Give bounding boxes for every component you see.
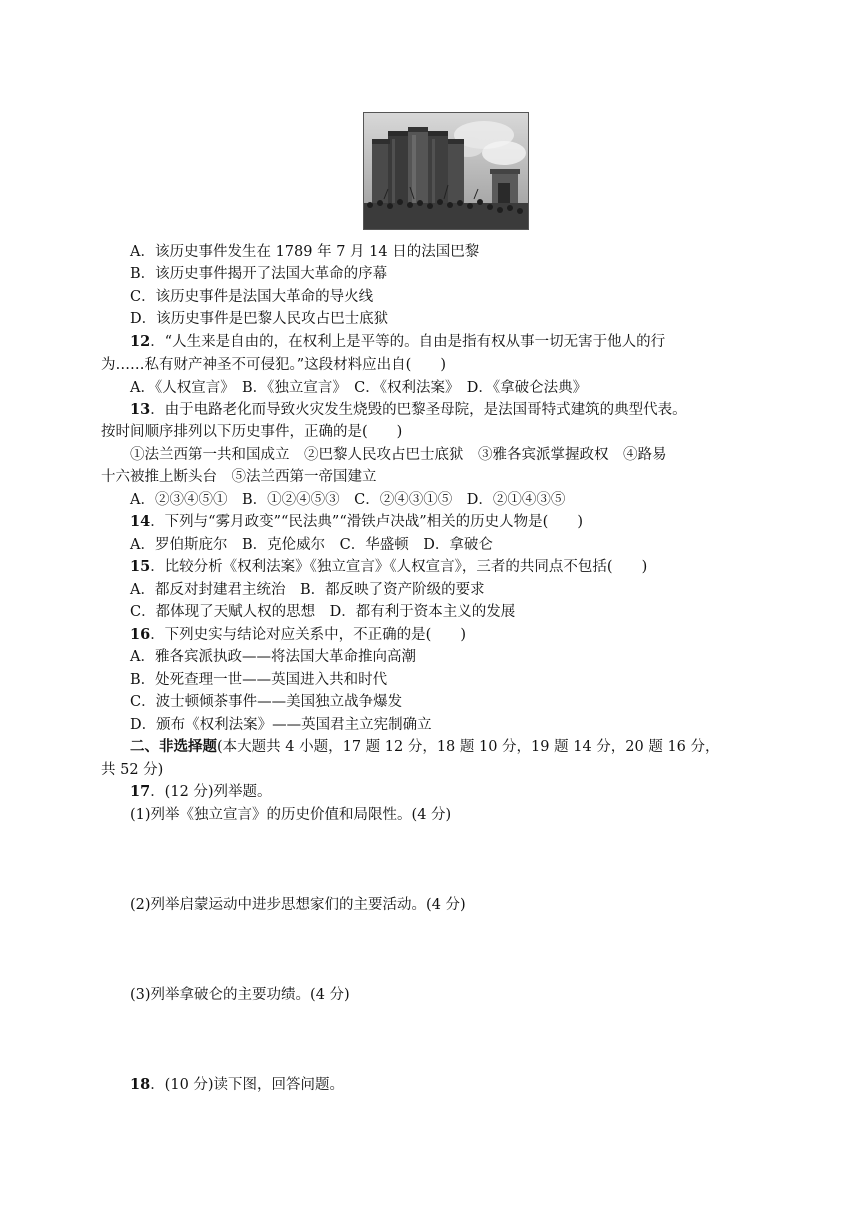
q17-sub2: (2)列举启蒙运动中进步思想家们的主要活动。(4 分)	[130, 897, 466, 913]
q16-option-d: D．颁布《权利法案》——英国君主立宪制确立	[130, 717, 432, 733]
q11-option-b: B．该历史事件揭开了法国大革命的序幕	[130, 266, 388, 282]
q12-stem	[130, 332, 665, 352]
q16-line1: ．下列史实与结论对应关系中，不正确的是( )	[150, 627, 466, 643]
q16-option-a: A．雅各宾派执政——将法国大革命推向高潮	[130, 649, 416, 665]
q15-number: 15	[130, 558, 151, 575]
q15-line1: ．比较分析《权利法案》《独立宣言》《人权宣言》，三者的共同点不包括( )	[150, 559, 648, 575]
q13-line1: ．由于电路老化而导致火灾发生烧毁的巴黎圣母院，是法国哥特式建筑的典型代表。	[150, 402, 687, 418]
q14-line1: ．下列与“雾月政变”“民法典”“滑铁卢决战”相关的历史人物是( )	[150, 514, 583, 530]
q18-number: 18	[130, 1076, 151, 1093]
q15-options-1: A．都反对封建君主统治 B．都反映了资产阶级的要求	[130, 582, 485, 598]
q13-line4: 十六被推上断头台 ⑤法兰西第一帝国建立	[101, 469, 377, 485]
q14-number: 14	[130, 513, 151, 530]
q13-line3: ①法兰西第一共和国成立 ②巴黎人民攻占巴士底狱 ③雅各宾派掌握政权 ④路易	[130, 447, 667, 463]
section2-line2: 共 52 分)	[101, 762, 164, 778]
q14-stem	[130, 512, 583, 532]
q16-option-c: C．波士顿倾茶事件——美国独立战争爆发	[130, 694, 403, 710]
q13-line2: 按时间顺序排列以下历史事件，正确的是( )	[101, 424, 403, 440]
q17-line1: ．(12 分)列举题。	[150, 784, 272, 800]
q16-number: 16	[130, 626, 151, 643]
q11-option-c: C．该历史事件是法国大革命的导火线	[130, 289, 374, 305]
section2-title: 二、非选择题	[130, 738, 217, 755]
q17-number: 17	[130, 783, 151, 800]
q15-stem	[130, 557, 647, 577]
q16-stem	[130, 625, 466, 645]
q15-options-2: C．都体现了天赋人权的思想 D．都有利于资本主义的发展	[130, 604, 516, 620]
bastille-figure	[363, 112, 529, 230]
bastille-engraving-icon	[364, 113, 528, 229]
q11-option-a: A．该历史事件发生在 1789 年 7 月 14 日的法国巴黎	[130, 244, 480, 260]
q13-number: 13	[130, 401, 151, 418]
q12-line2: 为……私有财产神圣不可侵犯。”这段材料应出自( )	[101, 357, 446, 373]
q17-sub3: (3)列举拿破仑的主要功绩。(4 分)	[130, 987, 350, 1003]
q12-options: A．《人权宣言》 B．《独立宣言》 C．《权利法案》 D．《拿破仑法典》	[130, 380, 588, 396]
q14-options: A．罗伯斯庇尔 B．克伦威尔 C．华盛顿 D．拿破仑	[130, 537, 493, 553]
q11-option-d: D．该历史事件是巴黎人民攻占巴士底狱	[130, 311, 389, 327]
q12-number: 12	[130, 333, 151, 350]
q16-option-b: B．处死查理一世——英国进入共和时代	[130, 672, 388, 688]
q13-stem	[130, 400, 687, 420]
q12-line1: ．“人生来是自由的，在权利上是平等的。自由是指有权从事一切无害于他人的行	[150, 334, 666, 350]
q18-stem	[130, 1075, 344, 1095]
q17-stem	[130, 782, 272, 802]
q17-sub1: (1)列举《独立宣言》的历史价值和局限性。(4 分)	[130, 807, 452, 823]
q18-line1: ．(10 分)读下图，回答问题。	[150, 1077, 345, 1093]
section2-heading	[130, 737, 720, 757]
section2-line1: (本大题共 4 小题，17 题 12 分，18 题 10 分，19 题 14 分，20 题 16 分，	[217, 739, 720, 755]
q13-options: A．②③④⑤① B．①②④⑤③ C．②④③①⑤ D．②①④③⑤	[130, 492, 566, 508]
